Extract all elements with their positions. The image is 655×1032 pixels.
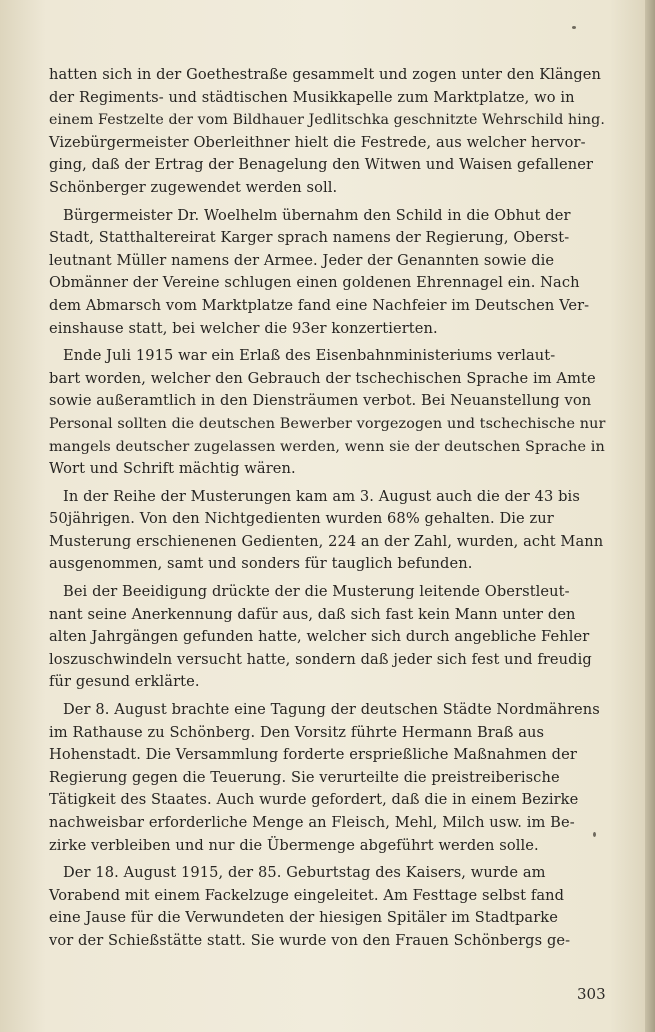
text-line: Schönberger zugewendet werden soll. [49,178,338,196]
text-line: loszuschwindeln versucht hatte, sondern daß jeder sich fest und freudig [49,650,592,668]
page-number: 303 [577,985,606,1003]
text-line: einem Festzelte der vom Bildhauer Jedlitschka geschnitzte Wehrschild hing. [49,112,605,129]
text-line: im Rathause zu Schönberg. Den Vorsitz führte Hermann Braß aus [49,723,545,741]
ink-speck [572,26,576,29]
text-line: Vizebürgermeister Oberleithner hielt die Festrede, aus welcher hervor- [49,133,586,151]
text-line: mangels deutscher zugelassen werden, wenn sie der deutschen Sprache in [49,438,605,455]
text-line: dem Abmarsch vom Marktplatze fand eine Nachfeier im Deutschen Ver- [49,296,590,314]
text-line: Tätigkeit des Staates. Auch wurde gefordert, daß die in einem Bezirke [49,791,579,809]
text-line: Der 18. August 1915, der 85. Geburtstag des Kaisers, wurde am [63,864,546,882]
text-line: vor der Schießstätte statt. Sie wurde von den Frauen Schönbergs ge- [49,931,571,949]
text-line: einshause statt, bei welcher die 93er konzertierten. [49,319,438,337]
text-line: zirke verbleiben und nur die Übermenge abgeführt werden solle. [49,836,539,854]
text-line: Personal sollten die deutschen Bewerber vorgezogen und tschechische nur [49,415,606,432]
text-line: Obmänner der Vereine schlugen einen goldenen Ehrennagel ein. Nach [49,274,580,292]
text-line: Stadt, Statthaltereirat Karger sprach namens der Regierung, Oberst- [49,229,570,247]
text-line: der Regiments- und städtischen Musikkapelle zum Marktplatze, wo in [49,88,575,106]
text-line: Wort und Schrift mächtig wären. [49,460,296,478]
text-line: leutnant Müller namens der Armee. Jeder der Genannten sowie die [49,251,555,269]
text-line: Bürgermeister Dr. Woelhelm übernahm den Schild in die Obhut der [63,206,571,224]
text-line: ging, daß der Ertrag der Benagelung den Witwen und Waisen gefallener [49,156,594,174]
text-line: hatten sich in der Goethestraße gesammelt und zogen unter den Klängen [49,66,602,83]
text-line: sowie außeramtlich in den Diensträumen verbot. Bei Neuanstellung von [49,392,592,410]
text-line: Der 8. August brachte eine Tagung der deutschen Städte Nordmährens [63,701,600,719]
text-line: alten Jahrgängen gefunden hatte, welcher sich durch angebliche Fehler [49,628,590,646]
text-line: In der Reihe der Musterungen kam am 3. August auch die der 43 bis [63,487,580,505]
text-line: Regierung gegen die Teuerung. Sie verurteilte die preistreiberische [49,768,560,786]
text-line: für gesund erklärte. [49,673,200,691]
text-line: nachweisbar erforderliche Menge an Fleisch, Mehl, Milch usw. im Be- [49,814,575,831]
body-text [49,64,609,953]
text-line: ausgenommen, samt und sonders für tauglich befunden. [49,555,473,573]
text-line: Bei der Beeidigung drückte der die Musterung leitende Oberstleut- [63,583,570,601]
text-line: Hohenstadt. Die Versammlung forderte ersprießliche Maßnahmen der [49,746,577,764]
text-line: eine Jause für die Verwundeten der hiesigen Spitäler im Stadtparke [49,909,558,927]
text-line: Ende Juli 1915 war ein Erlaß des Eisenbahnministeriums verlaut- [63,347,556,365]
text-line: Vorabend mit einem Fackelzuge eingeleitet. Am Festtage selbst fand [49,886,565,904]
page-gutter [645,0,655,1032]
text-line: 50jährigen. Von den Nichtgedienten wurden 68% gehalten. Die zur [49,510,554,528]
text-line: bart worden, welcher den Gebrauch der tschechischen Sprache im Amte [49,369,596,387]
text-line: nant seine Anerkennung dafür aus, daß sich fast kein Mann unter den [49,605,576,623]
text-line: Musterung erschienenen Gedienten, 224 an der Zahl, wurden, acht Mann [49,532,604,550]
